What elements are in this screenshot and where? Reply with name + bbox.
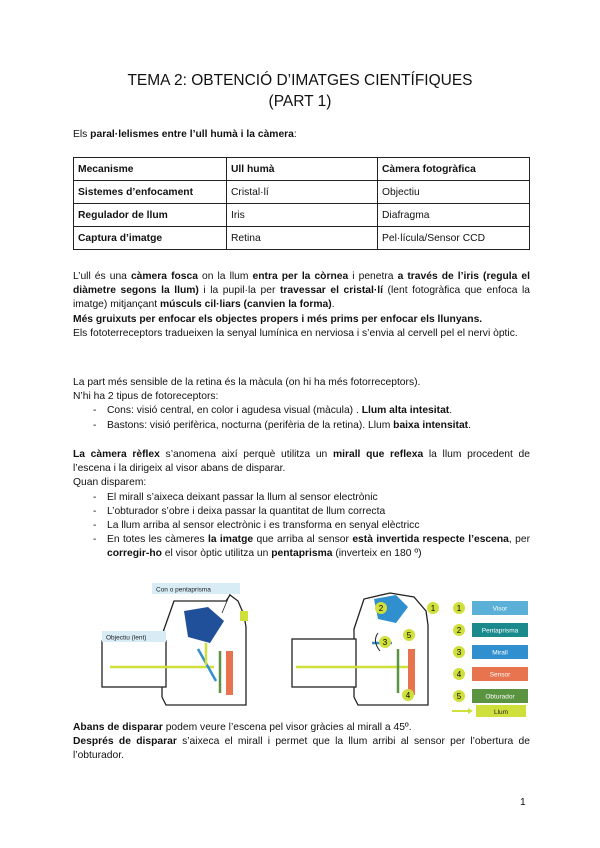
svg-text:3: 3 <box>382 638 388 647</box>
page-number: 1 <box>520 797 526 808</box>
list-item: - La llum arriba al sensor electrònic i es transforma en senyal elèctricc <box>73 519 530 533</box>
reflex-paragraph: La càmera rèflex s’anomena així perquè utilitza un mirall que reflexa la llum procedent de l’escena i la dirigeix al visor abans de disparar. Quan disparem: - El mirall s’aixeca deixant passar la llum al sensor electrònic - L’obturador s’obre i deixa passar la quantitat de llum correcta - La llum arriba al sensor electrònic i es transforma en senyal elèctricc - En totes les càmeres la imatge que arriba al sensor està invertida respecte l’escena, per corregir-ho el visor òptic utilitza un pentaprisma (inverteix en 180 º) <box>73 448 530 562</box>
list-item: - Bastons: visió perifèrica, nocturna (perifèria de la retina). Llum baixa intensitat. <box>73 419 530 433</box>
svg-text:5: 5 <box>406 631 412 640</box>
list-item: - Cons: visió central, en color i agudesa visual (màcula) . Llum alta intesitat. <box>73 404 530 418</box>
sensor-shape <box>226 651 233 695</box>
table-cell: Objectiu <box>378 181 530 204</box>
table-cell: Diafragma <box>378 204 530 227</box>
table-cell: Cristal·lí <box>227 181 378 204</box>
table-cell: Captura d’imatge <box>74 227 227 250</box>
svg-text:1: 1 <box>430 604 436 613</box>
retina-paragraph: La part més sensible de la retina és la màcula (on hi ha més fotorreceptors). N’hi ha 2 tipus de fotoreceptors: - Cons: visió central, en color i agudesa visual (màcula) . Llum alta intesitat. - Bastons: visió perifèrica, nocturna (perifèria de la retina). Llum baixa intensitat. <box>73 376 530 433</box>
camera-before-shot <box>102 583 248 705</box>
legend-label: Pentaprisma <box>481 627 519 635</box>
legend-label: Obturador <box>485 693 515 701</box>
lens-barrel <box>102 641 166 687</box>
intro-text: Els paral·lelismes entre l’ull humà i la càmera: <box>73 129 297 140</box>
eye-paragraph: L’ull és una càmera fosca on la llum entra per la còrnea i penetra a través de l’iris (regula el diàmetre segons la llum) i la pupil·la per travessar el cristal·lí (lent fotogràfica que enfoca la imatge) mitjançant músculs cil·liars (canvien la forma). Més gruixuts per enfocar els objectes propers i més prims per enfocar els llunyans. Els fototerreceptors tradueixen la senyal lumínica en nerviosa i s’envia al cervell pel el nervi òptic. <box>73 271 530 339</box>
table-header-cell: Ull humà <box>227 158 378 181</box>
table-cell: Iris <box>227 204 378 227</box>
list-item: - En totes les càmeres la imatge que arriba al sensor està invertida respecte l’escena, per corregir-ho el visor òptic utilitza un pentaprisma (inverteix en 180 º) <box>73 533 530 561</box>
camera-after-shot <box>292 593 439 705</box>
page-subtitle: (PART 1) <box>268 93 332 110</box>
list-item: - L’obturador s’obre i deixa passar la quantitat de llum correcta <box>73 505 530 519</box>
svg-text:4: 4 <box>405 691 411 700</box>
legend-label: Sensor <box>489 671 511 679</box>
table-header-cell: Càmera fotogràfica <box>378 158 530 181</box>
table-cell: Retina <box>227 227 378 250</box>
reflex-camera-diagram <box>96 577 536 717</box>
table-row <box>74 181 530 204</box>
svg-text:3: 3 <box>456 648 462 657</box>
svg-text:2: 2 <box>456 626 462 635</box>
shot-paragraph: Abans de disparar podem veure l’escena pel visor gràcies al mirall a 45º. Després de disparar s’aixeca el mirall i permet que la llum arribi al sensor per l’obertura de l’obturador. <box>73 722 530 762</box>
svg-text:2: 2 <box>378 604 384 613</box>
comparison-table <box>73 157 530 250</box>
table-header-row <box>74 158 530 181</box>
table-cell: Pel·lícula/Sensor CCD <box>378 227 530 250</box>
table-row <box>74 204 530 227</box>
table-row <box>74 227 530 250</box>
svg-text:5: 5 <box>456 692 462 701</box>
svg-text:4: 4 <box>456 670 462 679</box>
table-cell: Regulador de llum <box>74 204 227 227</box>
page-title: TEMA 2: OBTENCIÓ D’IMATGES CIENTÍFIQUES <box>127 72 473 89</box>
list-item: - El mirall s’aixeca deixant passar la llum al sensor electrònic <box>73 491 530 505</box>
label-lens: Objectiu (lent) <box>106 634 147 642</box>
diagram-legend <box>452 601 528 717</box>
legend-label: Visor <box>492 605 508 613</box>
legend-label: Mirall <box>492 649 508 657</box>
eyepiece <box>240 611 248 621</box>
legend-label: Llum <box>493 709 509 716</box>
table-header-cell: Mecanisme <box>74 158 227 181</box>
table-cell: Sistemes d’enfocament <box>74 181 227 204</box>
svg-text:1: 1 <box>456 604 462 613</box>
label-prism: Con o pentaprisma <box>156 586 211 594</box>
